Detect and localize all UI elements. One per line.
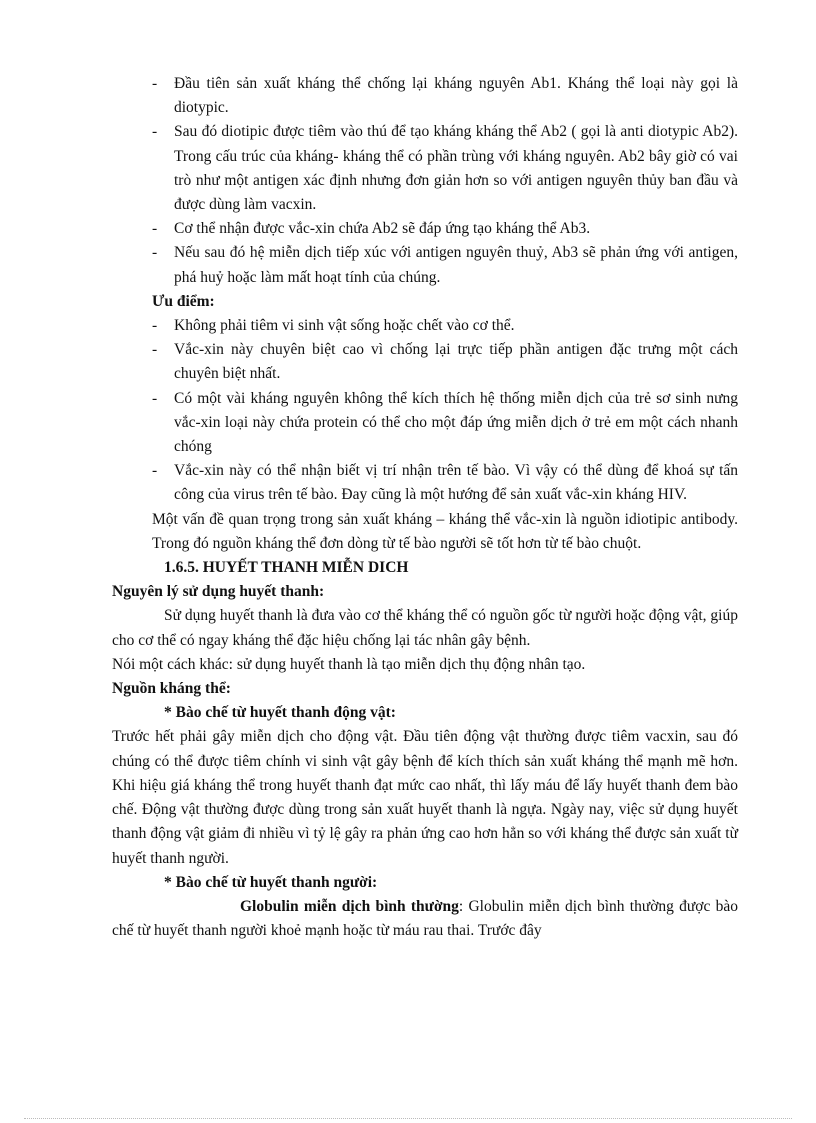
list-item-text: Nếu sau đó hệ miễn dịch tiếp xúc với antigen nguyên thuỷ, Ab3 sẽ phản ứng với antigen, phá huỷ hoặc làm mất hoạt tính của chúng.	[174, 244, 738, 286]
list-item-text: Vắc-xin này có thể nhận biết vị trí nhận trên tế bào. Vì vậy có thể dùng để khoá sự tấn công của virus trên tế bào. Đay cũng là một hướng để sản xuất vắc-xin kháng HIV.	[174, 462, 738, 504]
list-item-text: Không phải tiêm vi sinh vật sống hoặc chết vào cơ thể.	[174, 317, 515, 335]
list-item	[112, 241, 738, 289]
animal-serum-heading: * Bào chế từ huyết thanh động vật:	[164, 704, 396, 722]
bullet-dash: -	[152, 462, 158, 480]
bullet-dash: -	[152, 341, 158, 359]
globulin-text: : Globulin miễn dịch bình thường được bào chế từ huyết thanh người khoẻ mạnh hoặc từ máu rau thai. Trước đây	[112, 897, 739, 940]
bullet-dash: -	[152, 389, 158, 407]
bullet-dash: -	[152, 317, 158, 335]
globulin-term: Globulin miễn dịch bình thường	[240, 897, 459, 915]
list-item	[112, 338, 738, 386]
principle-line: Nói một cách khác: sử dụng huyết thanh là tạo miễn dịch thụ động nhân tạo.	[112, 655, 586, 673]
section-heading: 1.6.5. HUYẾT THANH MIỄN DICH	[164, 559, 409, 577]
list-item-text: Vắc-xin này chuyên biệt cao vì chống lại trực tiếp phần antigen đặc trưng một cách chuyên biệt nhất.	[174, 341, 738, 383]
bullet-dash: -	[152, 220, 158, 238]
advantages-heading: Ưu điểm:	[152, 292, 215, 310]
list-item-text: Đầu tiên sản xuất kháng thể chống lại kháng nguyên Ab1. Kháng thể loại này gọi là diotypic.	[174, 75, 738, 117]
bullet-dash: -	[152, 123, 158, 141]
list-item	[112, 120, 738, 217]
page-bottom-rule	[24, 1118, 792, 1119]
list-item-text: Sau đó diotipic được tiêm vào thú để tạo kháng kháng thể Ab2 ( gọi là anti diotypic Ab2). Trong cấu trúc của kháng- kháng thể có phần trùng với kháng nguyên. Ab2 bây giờ có vai trò như một antigen xác định nhưng đơn giản hơn so với antigen nguyên thủy ban đầu và được dùng làm vacxin.	[174, 123, 738, 214]
principle-heading: Nguyên lý sử dụng huyết thanh:	[112, 583, 325, 601]
bullet-dash: -	[152, 75, 158, 92]
list-item	[112, 459, 738, 507]
bullet-dash: -	[152, 244, 158, 262]
animal-serum-paragraph: Trước hết phải gây miễn dịch cho động vật. Đầu tiên động vật thường được tiêm vacxin, sau đó chúng có thể được tiêm chính vi sinh vật gây bệnh để kích thích sản xuất kháng thể mạnh mẽ hơn. Khi hiệu giá kháng thể trong huyết thanh đạt mức cao nhất, thì lấy máu để lấy huyết thanh đem bào chế. Động vật thường được dùng trong sản xuất huyết thanh là ngựa. Ngày nay, việc sử dụng huyết thanh động vật giảm đi nhiều vì tỷ lệ gây ra phản ứng cao hơn hẳn so với kháng thể được sản xuất từ huyết thanh người.	[112, 728, 738, 867]
list-item	[112, 387, 738, 460]
list-item	[112, 314, 738, 338]
globulin-paragraph	[112, 895, 738, 943]
principle-paragraph: Sử dụng huyết thanh là đưa vào cơ thể kháng thể có nguồn gốc từ người hoặc động vật, giúp cho cơ thể có ngay kháng thể đặc hiệu chống lại tác nhân gây bệnh.	[112, 607, 738, 649]
source-heading: Nguồn kháng thể:	[112, 680, 231, 698]
list-item	[112, 72, 738, 120]
list-item-text: Có một vài kháng nguyên không thể kích thích hệ thống miễn dịch của trẻ sơ sinh nưng vắc-xin loại này chứa protein có thể cho một đáp ứng miễn dịch ở trẻ em một cách nhanh chóng	[174, 389, 738, 456]
list-item-text: Cơ thể nhận được vắc-xin chứa Ab2 sẽ đáp ứng tạo kháng thể Ab3.	[174, 220, 591, 238]
page-content	[112, 72, 738, 943]
closing-paragraph: Một vấn đề quan trọng trong sản xuất kháng – kháng thể vắc-xin là nguồn idiotipic antibody. Trong đó nguồn kháng thể đơn dòng từ tế bào người sẽ tốt hơn từ tế bào chuột.	[152, 510, 738, 552]
list-item	[112, 217, 738, 241]
human-serum-heading: * Bào chế từ huyết thanh người:	[164, 873, 378, 891]
